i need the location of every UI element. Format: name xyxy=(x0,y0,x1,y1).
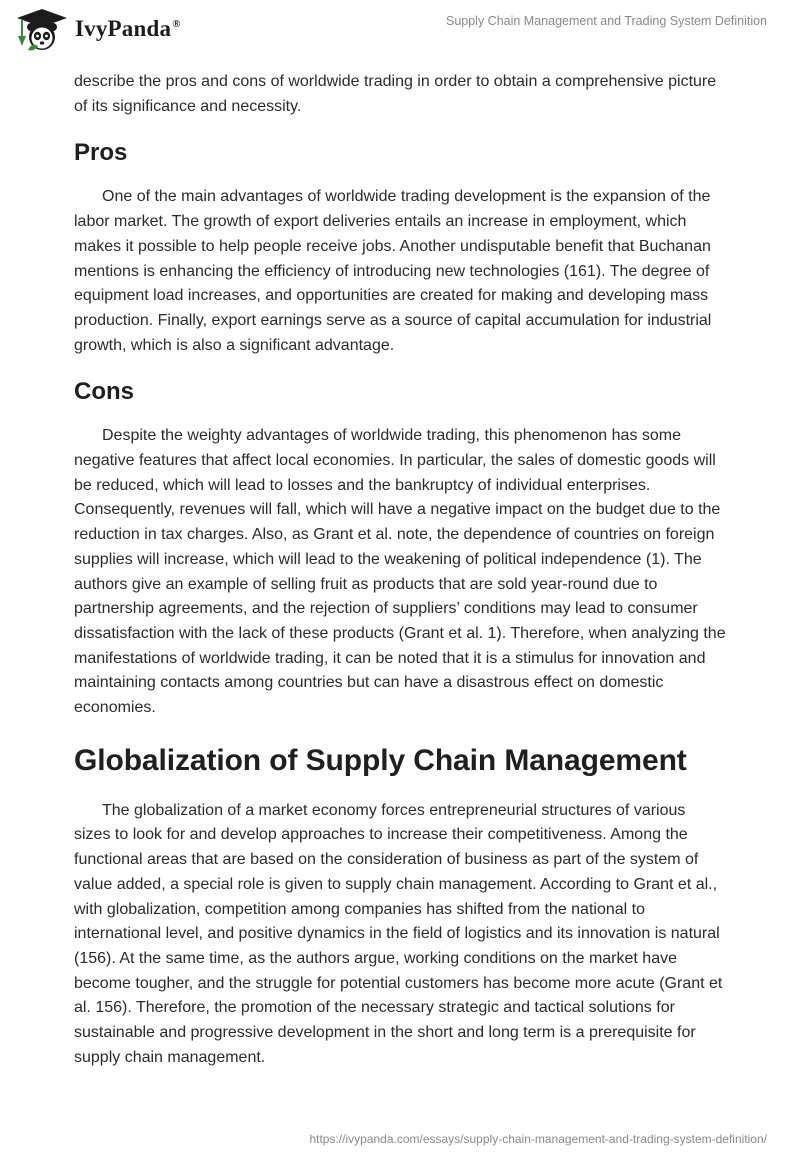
globalization-heading: Globalization of Supply Chain Management xyxy=(74,743,687,777)
cons-paragraph: Despite the weighty advantages of worldwide trading, this phenomenon has some negative features that affect local economies. In particular, the sales of domestic goods will be reduced, which will lead to losses and the bankruptcy of individual enterprises. Consequently, revenues will fall, which will have a negative impact on the budget due to the reduction in tax charges. Also, as Grant et al. note, the dependence of countries on foreign supplies will increase, which will lead to the weakening of political independence (1). The authors give an example of selling fruit as products that are sold year-round due to partnership agreements, and the rejection of suppliers’ conditions may lead to consumer dissatisfaction with the lack of these products (Grant et al. 1). Therefore, when analyzing the manifestations of worldwide trading, it can be noted that it is a stimulus for innovation and maintaining contacts among countries but can have a disastrous effect on domestic economies. xyxy=(74,427,726,717)
pros-paragraph: One of the main advantages of worldwide trading development is the expansion of the labor market. The growth of export deliveries entails an increase in employment, which makes it possible to help people receive jobs. Another undisputable benefit that Buchanan mentions is enhancing the efficiency of introducing new technologies (161). The degree of equipment load increases, and opportunities are created for making and developing mass production. Finally, export earnings serve as a source of capital accumulation for industrial growth, which is also a significant advantage. xyxy=(74,188,712,354)
panda-graduate-logo-icon xyxy=(14,6,70,52)
brand-logo-link[interactable] xyxy=(14,6,181,52)
page-header xyxy=(0,0,800,64)
source-url-link[interactable]: https://ivypanda.com/essays/supply-chain-management-and-trading-system-definition/ xyxy=(309,1132,767,1146)
intro-paragraph: describe the pros and cons of worldwide trading in order to obtain a comprehensive picture of its significance and necessity. xyxy=(74,73,717,115)
pros-heading: Pros xyxy=(74,139,128,167)
brand-name: IvyPanda® xyxy=(75,16,181,41)
document-title: Supply Chain Management and Trading System Definition xyxy=(445,14,767,28)
cons-heading: Cons xyxy=(74,378,134,406)
essay-content xyxy=(74,70,726,1071)
globalization-paragraph: The globalization of a market economy forces entrepreneurial structures of various sizes to look for and develop approaches to increase their competitiveness. Among the functional areas that are based on the consideration of business as part of the system of value added, a special role is given to supply chain management. According to Grant et al., with globalization, competition among companies has shifted from the national to international level, and positive dynamics in the field of logistics and its innovation is natural (156). At the same time, as the authors argue, working conditions on the market have become tougher, and the struggle for potential customers has become more acute (Grant et al. 156). Therefore, the promotion of the necessary strategic and tactical solutions for sustainable and progressive development in the short and long term is a prerequisite for supply chain management. xyxy=(74,801,723,1066)
